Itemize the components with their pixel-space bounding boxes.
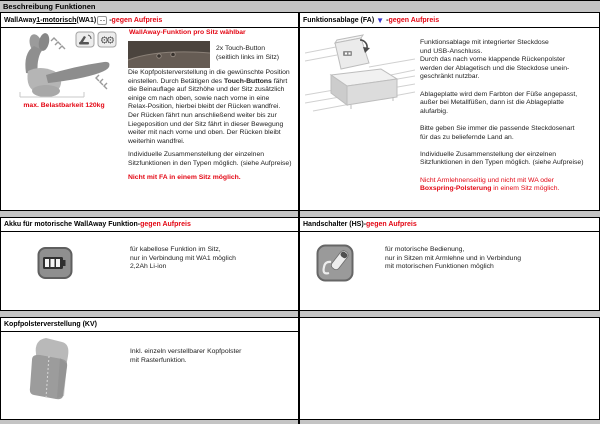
wa1-subtitle: WallAway-Funktion pro Sitz wählbar — [129, 29, 246, 36]
wa1-title-dash: - — [109, 17, 112, 24]
akku-surcharge-label: gegen Aufpreis — [140, 221, 191, 228]
page-header-bar — [0, 0, 600, 13]
row-separator-3 — [0, 419, 600, 424]
wa1-title: WallAway — [4, 17, 37, 24]
fa-description: Funktionsablage mit integrierter Steckdose und USB-Anschluss. Durch das nach vorne klappende Rückenpolster werden der Ablagetisch und die Steckdose unein- geschränkt nutzbar. Ablageplatte wird dem Farbton der Füße angepasst, außer bei Metallfüßen, dann ist die Ablageplatte alufarbig. Bitte geben Sie immer die passende Steckdosenart für das zu beliefernde Land an. Individuelle Zusammenstellung der einzelnen Sitzfunktionen in den Typen möglich. (siehe Aufpreise) Nicht Armlehnenseitig und nicht mit WA oder Boxspring-Polsterung in einem Sitz möglich. — [420, 39, 584, 193]
section-header-fa — [300, 14, 599, 28]
touch-button-photo — [128, 41, 210, 68]
touch-button-caption: 2x Touch-Button (seitlich links im Sitz) — [216, 45, 280, 61]
fa-surcharge-label: gegen Aufpreis — [388, 17, 440, 24]
akku-title-dash: - — [137, 221, 141, 228]
wa1-title-code: (WA1) — [76, 17, 97, 24]
wa1-title-model: 1-motorisch — [36, 17, 77, 24]
kv-title: Kopfpolsterverstellung (KV) — [4, 321, 97, 328]
wa1-warning: Nicht mit FA in einem Sitz möglich. — [128, 174, 241, 181]
wa1-note: Individuelle Zusammenstellung der einzelnen Sitzfunktionen in den Typen möglich. (siehe Aufpreise) — [128, 151, 292, 167]
svg-text:⚙⚙: ⚙⚙ — [100, 35, 115, 47]
fa-title: Funktionsablage (FA) — [303, 17, 375, 24]
akku-title: Akku für motorische WallAway Funktion — [4, 221, 138, 228]
battery-icon — [37, 245, 73, 281]
gears-icon — [98, 32, 116, 47]
function-shelf-illustration — [305, 29, 415, 113]
headrest-illustration — [22, 334, 74, 402]
legrest-motion-arrows — [96, 75, 107, 89]
row-separator-2 — [0, 310, 600, 318]
fa-title-dash: - — [386, 17, 389, 24]
kv-description: Inkl. einzeln verstellbarer Kopfpolster mit Rasterfunktion. — [130, 348, 242, 364]
wa1-surcharge-label: gegen Aufpreis — [111, 17, 163, 24]
triangle-down-icon: ▼ — [376, 16, 385, 25]
wa1-description: Die Kopfpolsterverstellung in die gewünschte Position einstellen. Durch Betätigen des Touch-Buttons fährt die Beinauflage auf Sitzhöhe und der Sitz zusätzlich einige cm nach oben, sowie nach vorne in eine Relax-Position, hierbei bleibt der Rücken wandfrei. Der Rücken fährt nun anschließend weiter bis zur Liegeposition und der Sitz fährt in dieser Bewegung weiter mit nach vorne und oben. Der Rücken bleibt weiterhin wandfrei. — [128, 69, 290, 145]
section-header-wa1 — [1, 14, 298, 28]
page-title: Beschreibung Funktionen — [3, 2, 96, 11]
hs-title: Handschalter (HS) — [303, 221, 364, 228]
hs-surcharge-label: gegen Aufpreis — [366, 221, 417, 228]
recliner-chair-illustration — [6, 31, 118, 101]
akku-description: für kabellose Funktion im Sitz, nur in Verbindung mit WA1 möglich 2,2Ah Li-ion — [130, 246, 236, 271]
option-box-icon — [97, 16, 107, 25]
empty-cell — [300, 318, 596, 418]
headrest-motion-arrows — [51, 38, 65, 49]
row-separator-1 — [0, 210, 600, 218]
section-header-akku — [1, 218, 298, 232]
hs-description: für motorische Bedienung, nur in Sitzen mit Armlehne und in Verbindung mit motorischen Funktionen möglich — [385, 246, 522, 271]
recliner-icon — [76, 32, 94, 47]
section-header-hs — [300, 218, 599, 232]
max-load-label: max. Belastbarkeit 120kg — [23, 102, 105, 109]
section-header-kv — [1, 318, 298, 332]
hs-title-dash: - — [363, 221, 367, 228]
hand-switch-icon — [316, 244, 354, 282]
